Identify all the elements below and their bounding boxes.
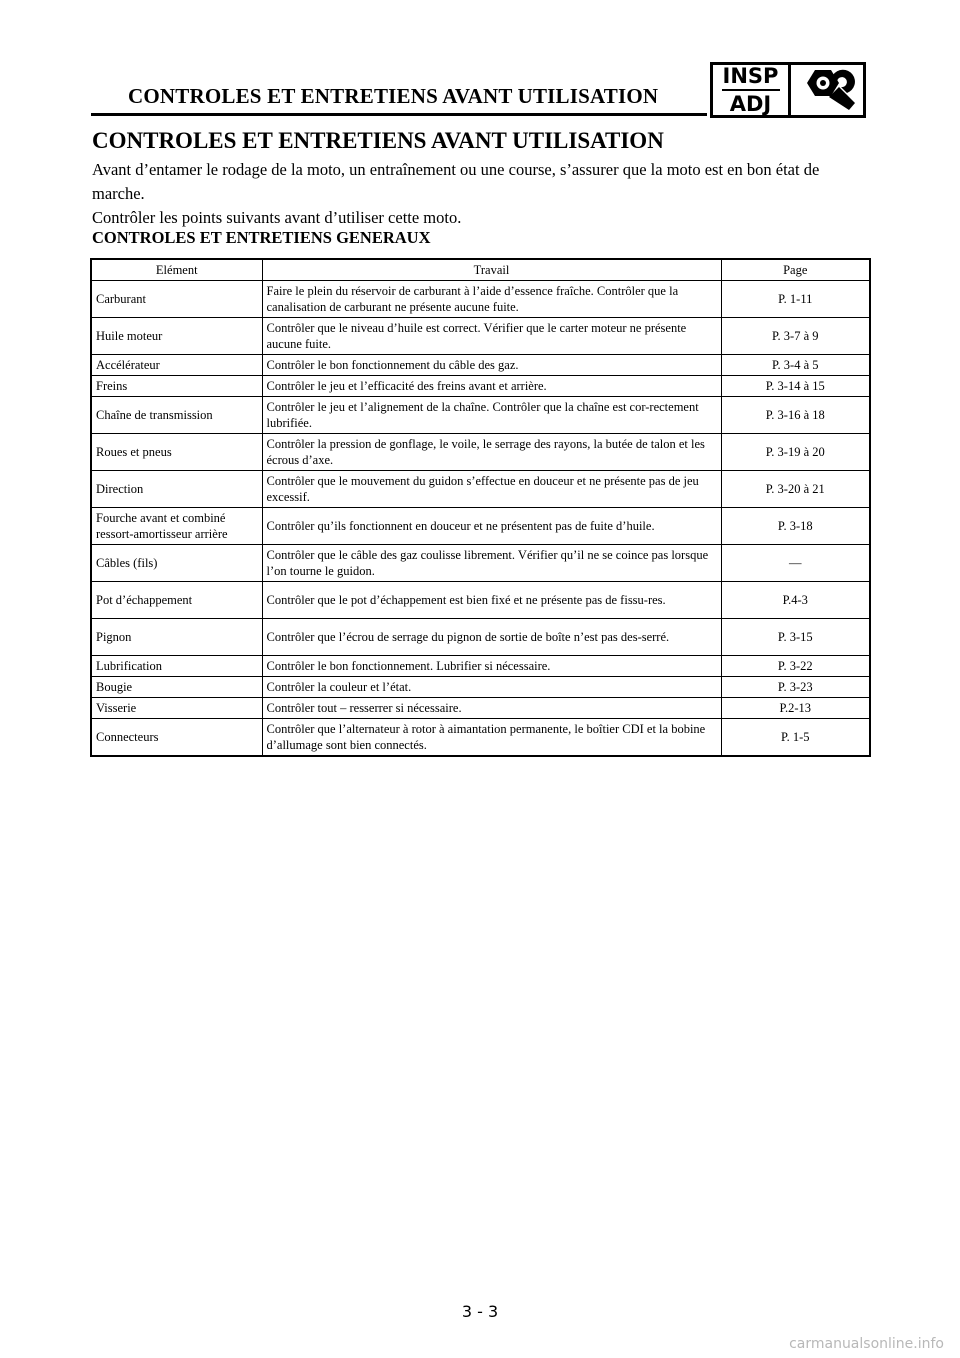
cell-element: Connecteurs: [91, 719, 262, 757]
table-header-row: [91, 259, 870, 281]
cell-page: P.4-3: [721, 582, 870, 619]
cell-element: Fourche avant et combiné ressort-amortisseur arrière: [91, 508, 262, 545]
table-row: [91, 281, 870, 318]
cell-travail: Contrôler que le mouvement du guidon s’effectue en douceur et ne présente pas de jeu excessif.: [262, 471, 721, 508]
cell-element: Câbles (fils): [91, 545, 262, 582]
cell-travail: Contrôler que le niveau d’huile est correct. Vérifier que le carter moteur ne présente aucune fuite.: [262, 318, 721, 355]
cell-page: P. 3-20 à 21: [721, 471, 870, 508]
cell-travail: Contrôler le bon fonctionnement du câble des gaz.: [262, 355, 721, 376]
section-title: CONTROLES ET ENTRETIENS AVANT UTILISATION: [92, 128, 664, 153]
table-row: [91, 471, 870, 508]
cell-page: P. 3-22: [721, 656, 870, 677]
header-rule: [91, 113, 707, 116]
cell-page: P. 1-5: [721, 719, 870, 757]
watermark: carmanualsonline.info: [789, 1336, 944, 1352]
cell-travail: Contrôler que l’écrou de serrage du pignon de sortie de boîte n’est pas des-serré.: [262, 619, 721, 656]
cell-travail: Faire le plein du réservoir de carburant à l’aide d’essence fraîche. Contrôler que la canalisation de carburant ne présente aucune fuite.: [262, 281, 721, 318]
column-header-element: Elément: [91, 259, 262, 281]
maintenance-table: [90, 258, 871, 757]
intro-paragraph: Contrôler les points suivants avant d’utiliser cette moto.: [92, 208, 462, 227]
cell-travail: Contrôler que le pot d’échappement est bien fixé et ne présente pas de fissu-res.: [262, 582, 721, 619]
column-header-travail: Travail: [262, 259, 721, 281]
cell-element: Accélérateur: [91, 355, 262, 376]
cell-travail: Contrôler que l’alternateur à rotor à aimantation permanente, le boîtier CDI et la bobine d’allumage sont bien connectés.: [262, 719, 721, 757]
cell-travail: Contrôler qu’ils fonctionnent en douceur et ne présentent pas de fuite d’huile.: [262, 508, 721, 545]
cell-element: Carburant: [91, 281, 262, 318]
subheading: CONTROLES ET ENTRETIENS GENERAUX: [92, 228, 431, 247]
cell-page: P.2-13: [721, 698, 870, 719]
table-row: [91, 656, 870, 677]
cell-travail: Contrôler la pression de gonflage, le voile, le serrage des rayons, la butée de talon et les écrous d’axe.: [262, 434, 721, 471]
cell-element: Freins: [91, 376, 262, 397]
table-row: [91, 355, 870, 376]
table-row: [91, 545, 870, 582]
badge-bottom-label: ADJ: [729, 91, 772, 116]
cell-travail: Contrôler le bon fonctionnement. Lubrifier si nécessaire.: [262, 656, 721, 677]
intro-text: [92, 158, 872, 230]
table-row: [91, 619, 870, 656]
cell-travail: Contrôler la couleur et l’état.: [262, 677, 721, 698]
badge-divider: [722, 89, 780, 91]
cell-element: Visserie: [91, 698, 262, 719]
cell-element: Huile moteur: [91, 318, 262, 355]
cell-element: Bougie: [91, 677, 262, 698]
wrench-nut-icon: [791, 65, 863, 115]
cell-page: P. 3-19 à 20: [721, 434, 870, 471]
cell-page: P. 3-4 à 5: [721, 355, 870, 376]
insp-adj-badge: [710, 62, 866, 118]
cell-page: P. 3-23: [721, 677, 870, 698]
cell-travail: Contrôler le jeu et l’alignement de la chaîne. Contrôler que la chaîne est cor-rectement lubrifiée.: [262, 397, 721, 434]
table-row: [91, 397, 870, 434]
table-row: [91, 376, 870, 397]
cell-element: Direction: [91, 471, 262, 508]
cell-element: Chaîne de transmission: [91, 397, 262, 434]
cell-element: Lubrification: [91, 656, 262, 677]
page-number: 3 - 3: [461, 1302, 499, 1321]
cell-travail: Contrôler tout – resserrer si nécessaire.: [262, 698, 721, 719]
intro-paragraph: Avant d’entamer le rodage de la moto, un entraînement ou une course, s’assurer que la moto est en bon état de marche.: [92, 160, 820, 203]
table-row: [91, 508, 870, 545]
table-row: [91, 582, 870, 619]
cell-element: Pignon: [91, 619, 262, 656]
cell-element: Roues et pneus: [91, 434, 262, 471]
table-row: [91, 318, 870, 355]
cell-element: Pot d’échappement: [91, 582, 262, 619]
table-row: [91, 434, 870, 471]
cell-travail: Contrôler que le câble des gaz coulisse librement. Vérifier qu’il ne se coince pas lorsque l’on tourne le guidon.: [262, 545, 721, 582]
badge-top-label: INSP: [722, 63, 779, 88]
table-row: [91, 719, 870, 757]
cell-page: P. 3-7 à 9: [721, 318, 870, 355]
badge-text: [713, 65, 791, 115]
cell-travail: Contrôler le jeu et l’efficacité des freins avant et arrière.: [262, 376, 721, 397]
cell-page: P. 3-15: [721, 619, 870, 656]
column-header-page: Page: [721, 259, 870, 281]
cell-page: P. 3-16 à 18: [721, 397, 870, 434]
wrench-nut-icon-svg: [795, 67, 859, 113]
cell-page: P. 3-18: [721, 508, 870, 545]
table-row: [91, 677, 870, 698]
cell-page: P. 1-11: [721, 281, 870, 318]
cell-page: P. 3-14 à 15: [721, 376, 870, 397]
table-row: [91, 698, 870, 719]
cell-page: —: [721, 545, 870, 582]
header-title: CONTROLES ET ENTRETIENS AVANT UTILISATION: [128, 84, 659, 108]
